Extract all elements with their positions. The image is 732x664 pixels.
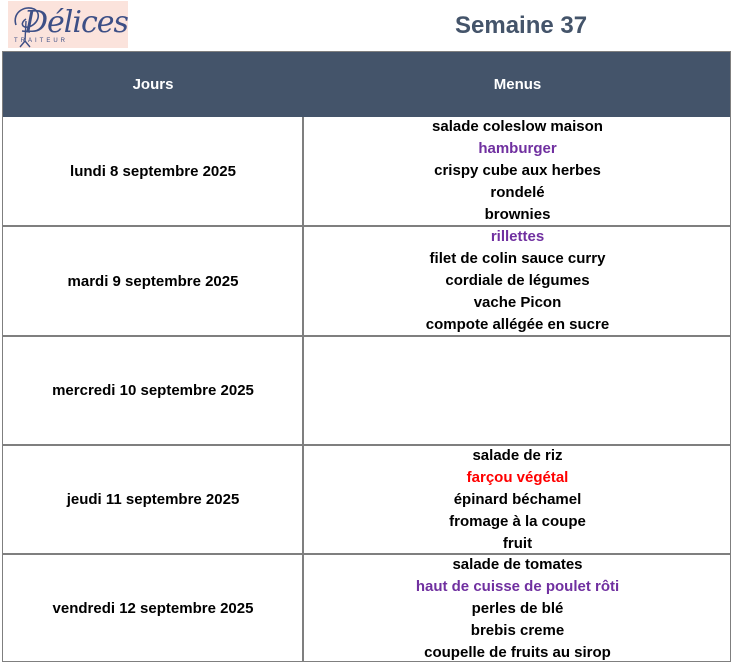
menu-item: cordiale de légumes: [445, 272, 590, 289]
menu-item: brownies: [484, 206, 551, 223]
menu-item: épinard béchamel: [453, 490, 582, 508]
row-divider: [3, 225, 730, 227]
day-cell: jeudi 11 septembre 2025: [66, 491, 240, 508]
menu-cell: [305, 117, 730, 225]
menu-item: perles de blé: [471, 599, 564, 617]
menu-item: hamburger: [478, 140, 557, 157]
menu-cell: [305, 337, 730, 444]
menu-item: salade coleslow maison: [432, 118, 603, 135]
table-row: [3, 117, 730, 225]
header-days: Jours: [132, 76, 174, 93]
menu-item: crispy cube aux herbes: [434, 162, 601, 179]
table-row: [3, 446, 730, 553]
menu-item: brebis creme: [470, 621, 565, 639]
table-row: [3, 227, 730, 335]
menu-table: [2, 51, 731, 662]
table-row: [3, 337, 730, 444]
day-cell: vendredi 12 septembre 2025: [52, 600, 254, 617]
menu-item: salade de tomates: [452, 555, 583, 573]
logo-subtitle: TRAITEUR: [14, 38, 68, 44]
menu-item: vache Picon: [473, 294, 562, 311]
table-header: [3, 52, 730, 117]
week-title: Semaine 37: [455, 12, 588, 39]
menu-item: filet de colin sauce curry: [429, 250, 606, 267]
menu-item: haut de cuisse de poulet rôti: [415, 577, 620, 595]
row-divider: [3, 444, 730, 446]
menu-cell: [305, 555, 730, 662]
menu-item: farçou végétal: [466, 468, 569, 486]
day-cell: lundi 8 septembre 2025: [70, 162, 236, 180]
menu-item: salade de riz: [472, 446, 563, 464]
delices-logo: [8, 1, 128, 48]
menu-item: fruit: [502, 534, 533, 552]
menu-cell: [305, 227, 730, 335]
day-cell: mercredi 10 septembre 2025: [52, 382, 254, 399]
menu-item: fromage à la coupe: [449, 512, 586, 530]
day-cell: mardi 9 septembre 2025: [67, 272, 239, 290]
logo-script-text: Délices: [24, 5, 128, 40]
row-divider: [3, 335, 730, 337]
menu-item: rillettes: [490, 228, 545, 245]
row-divider: [3, 553, 730, 555]
table-row: [3, 555, 730, 662]
header-menus: Menus: [493, 76, 542, 93]
menu-item: compote allégée en sucre: [425, 316, 610, 333]
menu-item: coupelle de fruits au sirop: [424, 643, 611, 661]
menu-item: rondelé: [490, 184, 545, 201]
column-divider: [302, 117, 304, 662]
menu-cell: [305, 446, 730, 553]
